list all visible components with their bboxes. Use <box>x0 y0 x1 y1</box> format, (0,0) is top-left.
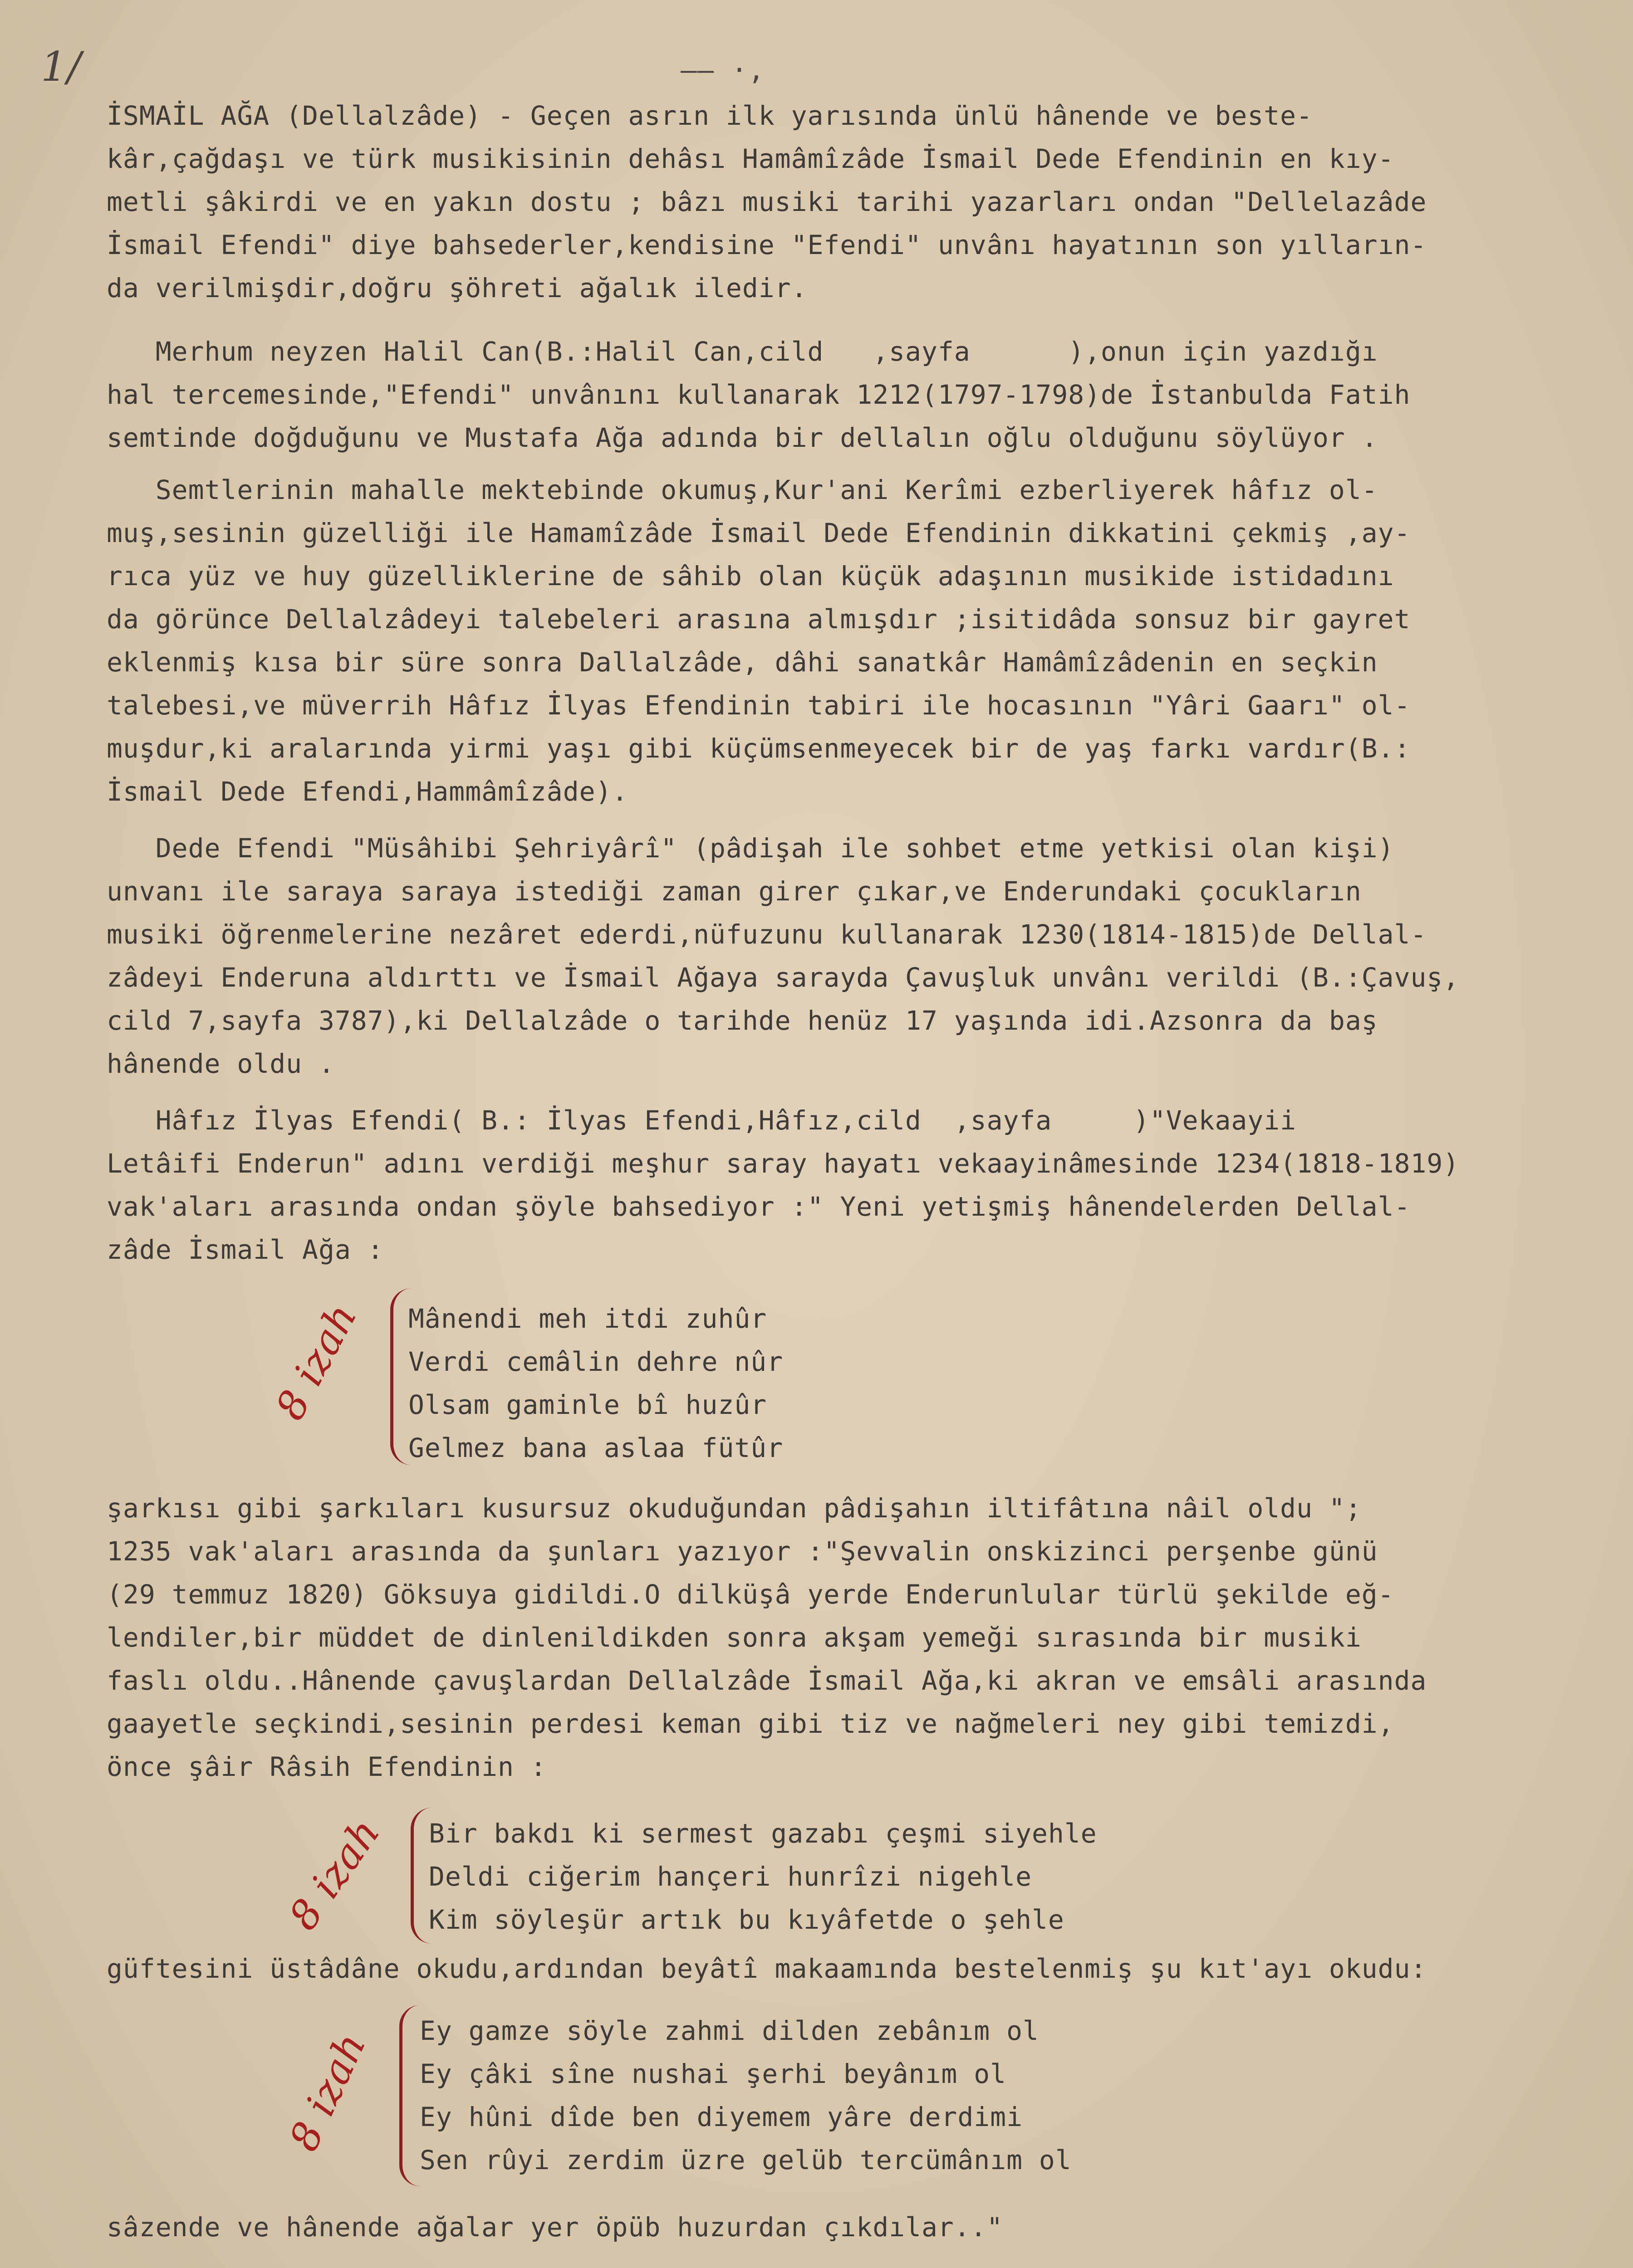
text-line: kâr,çağdaşı ve türk musikisinin dehâsı Hamâmîzâde İsmail Dede Efendinin en kıy- <box>107 143 1394 174</box>
verse-line: Kim söyleşür artık bu kıyâfetde o şehle <box>429 1904 1064 1935</box>
verse-bracket <box>399 2005 421 2186</box>
verse-line: Gelmez bana aslaa fütûr <box>408 1432 784 1463</box>
text-line: lendiler,bir müddet de dinlenildikden sonra akşam yemeği sırasında bir musiki <box>107 1622 1362 1653</box>
verse-line: Ey çâki sîne nushai şerhi beyânım ol <box>420 2058 1007 2089</box>
text-line: zâdeyi Enderuna aldırttı ve İsmail Ağaya sarayda Çavuşluk unvânı verildi (B.:Çavuş, <box>107 962 1460 993</box>
text-line: (29 temmuz 1820) Göksuya gidildi.O dilküşâ yerde Enderunlular türlü şekilde eğ- <box>107 1579 1394 1610</box>
page-number: 1/ <box>41 43 82 91</box>
text-line: zâde İsmail Ağa : <box>107 1234 384 1265</box>
text-line: gaayetle seçkindi,sesinin perdesi keman gibi tiz ve nağmeleri ney gibi temizdi, <box>107 1708 1394 1739</box>
text-line: semtinde doğduğunu ve Mustafa Ağa adında bir dellalın oğlu olduğunu söylüyor . <box>107 422 1378 453</box>
text-line: İsmail Dede Efendi,Hammâmîzâde). <box>107 776 628 807</box>
top-mark: —— ·, <box>681 54 765 86</box>
text-line: şarkısı gibi şarkıları kusursuz okuduğundan pâdişahın iltifâtına nâil oldu "; <box>107 1493 1362 1524</box>
text-line: hal tercemesinde,"Efendi" unvânını kullanarak 1212(1797-1798)de İstanbulda Fatih <box>107 379 1411 410</box>
text-line: Semtlerinin mahalle mektebinde okumuş,Kur'ani Kerîmi ezberliyerek hâfız ol- <box>107 474 1378 505</box>
text-line: musiki öğrenmelerine nezâret ederdi,nüfuzunu kullanarak 1230(1814-1815)de Dellal- <box>107 919 1427 950</box>
verse-line: Sen rûyi zerdim üzre gelüb tercümânım ol <box>420 2145 1072 2175</box>
text-line: Merhum neyzen Halil Can(B.:Halil Can,cild ,sayfa ),onun için yazdığı <box>107 336 1378 367</box>
verse-line: Mânendi meh itdi zuhûr <box>408 1303 767 1334</box>
text-line: İSMAİL AĞA (Dellalzâde) - Geçen asrın ilk yarısında ünlü hânende ve beste- <box>107 100 1313 131</box>
text-line: güftesini üstâdâne okudu,ardından beyâtî makaamında bestelenmiş şu kıt'ayı okudu: <box>107 1953 1427 1984</box>
text-line: Hâfız İlyas Efendi( B.: İlyas Efendi,Hâfız,cild ,sayfa )"Vekaayii <box>107 1105 1297 1136</box>
handwritten-note: 8 izah <box>280 1809 389 1939</box>
text-line: 1235 vak'aları arasında da şunları yazıyor :"Şevvalin onskizinci perşenbe günü <box>107 1536 1378 1567</box>
verse-line: Deldi ciğerim hançeri hunrîzi nigehle <box>429 1861 1032 1892</box>
text-line: unvanı ile saraya saraya istediği zaman girer çıkar,ve Enderundaki çocukların <box>107 876 1362 907</box>
text-line: hânende oldu . <box>107 1048 335 1079</box>
text-line: muş,sesinin güzelliği ile Hamamîzâde İsmail Dede Efendinin dikkatini çekmiş ,ay- <box>107 518 1411 548</box>
handwritten-note: 8 izah <box>280 2025 375 2158</box>
text-line: metli şâkirdi ve en yakın dostu ; bâzı musiki tarihi yazarları ondan "Dellelazâde <box>107 186 1427 217</box>
text-line: da görünce Dellalzâdeyi talebeleri arasına almışdır ;isitidâda sonsuz bir gayret <box>107 604 1411 635</box>
text-line: Letâifi Enderun" adını verdiği meşhur saray hayatı vekaayinâmesinde 1234(1818-1819) <box>107 1148 1460 1179</box>
text-line: vak'aları arasında ondan şöyle bahsediyor :" Yeni yetişmiş hânendelerden Dellal- <box>107 1191 1411 1222</box>
text-line: önce şâir Râsih Efendinin : <box>107 1751 547 1782</box>
verse-line: Olsam gaminle bî huzûr <box>408 1389 767 1420</box>
verse-line: Bir bakdı ki sermest gazabı çeşmi siyehle <box>429 1818 1097 1849</box>
text-line: muşdur,ki aralarında yirmi yaşı gibi küçümsenmeyecek bir de yaş farkı vardır(B.: <box>107 733 1411 764</box>
text-line: rıca yüz ve huy güzelliklerine de sâhib olan küçük adaşının musikide istidadını <box>107 561 1394 591</box>
text-line: talebesi,ve müverrih Hâfız İlyas Efendinin tabiri ile hocasının "Yâri Gaarı" ol- <box>107 690 1411 721</box>
handwritten-note: 8 izah <box>266 1295 366 1427</box>
text-line: eklenmiş kısa bir süre sonra Dallalzâde, dâhi sanatkâr Hamâmîzâdenin en seçkin <box>107 647 1378 678</box>
text-line: cild 7,sayfa 3787),ki Dellalzâde o tarihde henüz 17 yaşında idi.Azsonra da baş <box>107 1005 1378 1036</box>
verse-line: Verdi cemâlin dehre nûr <box>408 1346 784 1377</box>
verse-line: Ey gamze söyle zahmi dilden zebânım ol <box>420 2015 1039 2046</box>
text-line: İsmail Efendi" diye bahsederler,kendisine "Efendi" unvânı hayatının son yılların- <box>107 230 1427 260</box>
text-line: sâzende ve hânende ağalar yer öpüb huzurdan çıkdılar.." <box>107 2212 1003 2243</box>
text-line: da verilmişdir,doğru şöhreti ağalık iledir. <box>107 273 808 303</box>
text-line: faslı oldu..Hânende çavuşlardan Dellalzâde İsmail Ağa,ki akran ve emsâli arasında <box>107 1665 1427 1696</box>
text-line: Dede Efendi "Müsâhibi Şehriyârî" (pâdişah ile sohbet etme yetkisi olan kişi) <box>107 833 1394 864</box>
verse-line: Ey hûni dîde ben diyemem yâre derdimi <box>420 2102 1023 2132</box>
